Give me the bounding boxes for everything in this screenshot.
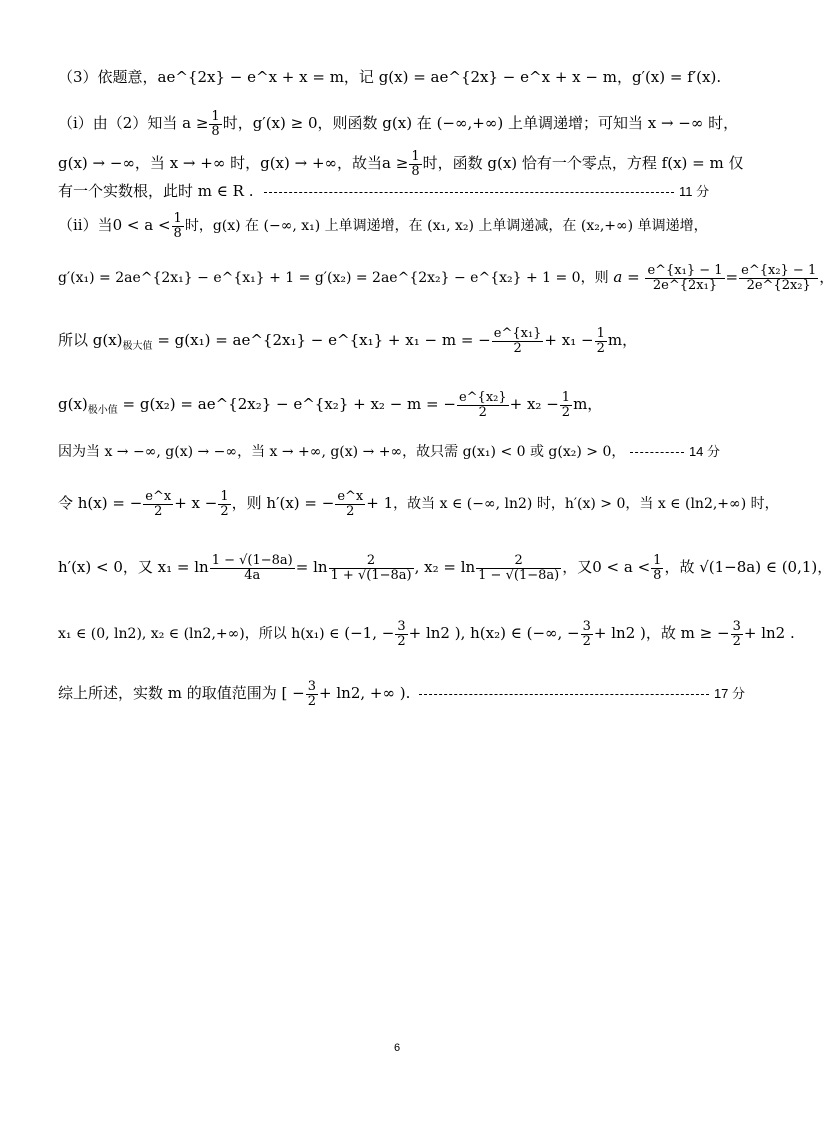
- line-text: ，又: [562, 558, 593, 577]
- frac-prefix: a ≥: [382, 154, 409, 173]
- numerator: 1: [411, 149, 420, 164]
- text-line-6: g′(x₁) = 2ae^{2x₁} − e^{x₁} + 1 = g′(x₂) = 2ae^{2x₂} − e^{x₂} + 1 = 0，则 a = $\frac{\text{e\textasciicircum{}\{x₁\} − 1}}{\text{2e\textasciicircum{}\{2x₁\}}}$ = $\frac{\text{e\textasciicircum{}\{x₂\} − 1}}{\text{2e\textasciicircum{}\{2x₂\}}}$ ，: [58, 263, 834, 293]
- fraction: [172, 212, 184, 240]
- line-text: 时，g′(x) ≥ 0，则函数 g(x) 在 (−∞,+∞) 上单调递增；可知当 x → −∞ 时，: [222, 114, 739, 133]
- frac-prefix: −: [321, 494, 335, 513]
- numerator: 1: [653, 553, 662, 568]
- frac-prefix: + x −: [174, 494, 218, 513]
- frac-prefix: −: [717, 624, 730, 643]
- denominator: 2: [513, 340, 522, 356]
- numerator: 1: [220, 489, 229, 504]
- score-divider: [264, 192, 674, 193]
- text-line-12: [58, 620, 795, 648]
- fraction: [457, 391, 509, 419]
- fraction: [218, 490, 230, 518]
- frac-prefix: a ≥: [182, 114, 209, 133]
- denominator: 8: [653, 567, 662, 583]
- numerator: 1: [211, 109, 220, 124]
- line-text: g(x): [58, 395, 88, 414]
- text-line-11: [58, 554, 832, 582]
- numerator: 1: [173, 211, 182, 226]
- numerator: 3: [582, 619, 591, 634]
- text-line-3: [58, 150, 744, 178]
- line-text: 有一个实数根，此时 m ∈ R .: [58, 182, 254, 200]
- line-text: x₁ ∈ (0, ln2), x₂ ∈ (ln2,+∞)，所以 h(x₁) ∈: [58, 626, 340, 643]
- page-number: 6: [393, 1042, 401, 1054]
- fraction: [492, 327, 544, 355]
- line-text: 因为当 x → −∞, g(x) → −∞，当 x → +∞, g(x) → +∞，故只需 g(x₁) < 0 或 g(x₂) > 0，: [58, 444, 626, 460]
- denominator: 2: [346, 503, 355, 519]
- score-label: 14 分: [688, 444, 721, 459]
- denominator: 4a: [244, 567, 261, 583]
- frac-suffix: m，: [607, 331, 638, 350]
- fraction: [645, 264, 724, 292]
- denominator: 2: [582, 633, 591, 649]
- denominator: 8: [173, 225, 182, 241]
- line-text: ，故当 x ∈ (−∞, ln2) 时，h′(x) > 0，当 x ∈ (ln2,+∞) 时，: [393, 496, 779, 513]
- fraction: [739, 264, 818, 292]
- denominator: 8: [211, 123, 220, 139]
- numerator: e^{x₁} − 1: [647, 263, 723, 278]
- frac-prefix: −: [443, 395, 456, 414]
- numerator: 3: [732, 619, 741, 634]
- score-divider: [419, 694, 709, 695]
- numerator: e^{x₂} − 1: [741, 263, 817, 278]
- numerator: 1: [596, 326, 605, 341]
- frac-prefix: 0 < a <: [592, 558, 651, 577]
- line-text: g′(x₁) = 2ae^{2x₁} − e^{x₁} + 1 = g′(x₂) = 2ae^{2x₂} − e^{x₂} + 1 = 0，则: [58, 270, 609, 287]
- line-text: （ii）当: [58, 216, 113, 235]
- frac-prefix: (−1, −: [344, 624, 395, 643]
- fraction: [210, 554, 295, 582]
- frac-suffix: + ln2 .: [743, 624, 795, 643]
- frac-suffix: + 1: [366, 494, 394, 513]
- denominator: 2: [397, 633, 406, 649]
- frac-prefix: (−∞, −: [526, 624, 580, 643]
- line-text: = ln: [295, 558, 328, 577]
- denominator: 2: [596, 340, 605, 356]
- line-text: , h(x₂) ∈: [460, 624, 522, 643]
- text-line-8: [58, 391, 602, 422]
- denominator: 2e^{2x₁}: [652, 277, 718, 293]
- frac-suffix: m，: [573, 395, 603, 414]
- text-line-1: [58, 66, 721, 88]
- text-line-5: [58, 212, 708, 240]
- frac-suffix: + ln2 ): [593, 624, 646, 643]
- numerator: e^{x₁}: [493, 326, 542, 341]
- frac-prefix: 0 < a <: [112, 216, 171, 235]
- fraction: [329, 554, 414, 582]
- fraction: [581, 620, 593, 648]
- text-line-7: [58, 327, 637, 358]
- fraction: [395, 620, 407, 648]
- text-line-10: [58, 490, 779, 518]
- line-text: ，则 h′(x) =: [231, 494, 317, 513]
- frac-suffix: + ln2 ): [408, 624, 461, 643]
- line-text: ，故 √(1−8a) ∈ (0,1)，: [664, 558, 833, 577]
- line-text: 时，g(x) 在 (−∞, x₁) 上单调递增，在 (x₁, x₂) 上单调递减，在 (x₂,+∞) 单调递增，: [184, 218, 708, 235]
- text-line-2: [58, 110, 738, 138]
- fraction: [306, 680, 318, 708]
- frac-prefix: + x₂ −: [509, 395, 559, 414]
- line-text: .: [405, 684, 411, 703]
- denominator: 8: [411, 163, 420, 179]
- line-text: = g(x₂) = ae^{2x₂} − e^{x₂} + x₂ − m =: [122, 395, 439, 414]
- text-line-9: [58, 440, 720, 463]
- text-line-13: [58, 680, 745, 708]
- frac-prefix: −: [478, 331, 491, 350]
- score-label: 11 分: [679, 184, 710, 199]
- line-text: 令 h(x) =: [58, 494, 125, 513]
- denominator: 2: [561, 404, 571, 420]
- numerator: 1: [561, 390, 571, 405]
- fraction: [143, 490, 173, 518]
- score-divider: [630, 452, 684, 453]
- frac-prefix: [ −: [281, 684, 305, 703]
- numerator: e^x: [145, 489, 172, 504]
- fraction: [209, 110, 221, 138]
- denominator: 2e^{2x₂}: [746, 277, 811, 293]
- fraction: [560, 391, 572, 419]
- fraction: [335, 490, 365, 518]
- numerator: 2: [329, 554, 414, 569]
- denominator: 1 + √(1−8a): [330, 567, 412, 583]
- denominator: 2: [732, 633, 741, 649]
- fraction: [595, 327, 607, 355]
- line-text: g(x) → −∞，当 x → +∞ 时，g(x) → +∞，故当: [58, 154, 383, 173]
- line-text: h′(x) < 0，又 x₁ = ln: [58, 558, 209, 577]
- denominator: 2: [154, 503, 163, 519]
- text-line-4: [58, 180, 709, 203]
- fraction: [651, 554, 663, 582]
- denominator: 2: [478, 404, 487, 420]
- score-label: 17 分: [713, 686, 746, 702]
- line-text: （i）由（2）知当: [58, 114, 178, 133]
- frac-prefix: + x₁ −: [544, 331, 594, 350]
- numerator: 3: [397, 619, 406, 634]
- frac-suffix: + ln2, +∞ ): [319, 684, 406, 703]
- fraction: [476, 554, 561, 582]
- line-text: （3）依题意，ae^{2x} − e^x + x = m，记 g(x) = ae^{2x} − e^x + x − m，g′(x) = f′(x).: [58, 68, 722, 86]
- subscript-label: 极大值: [122, 341, 153, 353]
- numerator: 2: [476, 554, 561, 569]
- denominator: 2: [307, 693, 317, 709]
- line-text: 所以 g(x): [58, 331, 123, 350]
- numerator: 1 − √(1−8a): [211, 553, 293, 568]
- line-text: ，故 m ≥: [645, 624, 713, 643]
- denominator: 2: [220, 503, 229, 519]
- numerator: e^x: [337, 489, 364, 504]
- fraction: [731, 620, 743, 648]
- subscript-label: 极小值: [87, 405, 118, 417]
- fraction: [409, 150, 421, 178]
- line-text: 时，函数 g(x) 恰有一个零点，方程 f(x) = m 仅: [422, 154, 744, 173]
- line-text: 综上所述，实数 m 的取值范围为: [58, 684, 277, 703]
- line-text: , x₂ = ln: [414, 558, 476, 577]
- frac-prefix: −: [129, 494, 143, 513]
- numerator: 3: [307, 679, 317, 694]
- numerator: e^{x₂}: [458, 390, 507, 405]
- line-text: = g(x₁) = ae^{2x₁} − e^{x₁} + x₁ − m =: [157, 331, 474, 350]
- denominator: 1 − √(1−8a): [478, 567, 560, 583]
